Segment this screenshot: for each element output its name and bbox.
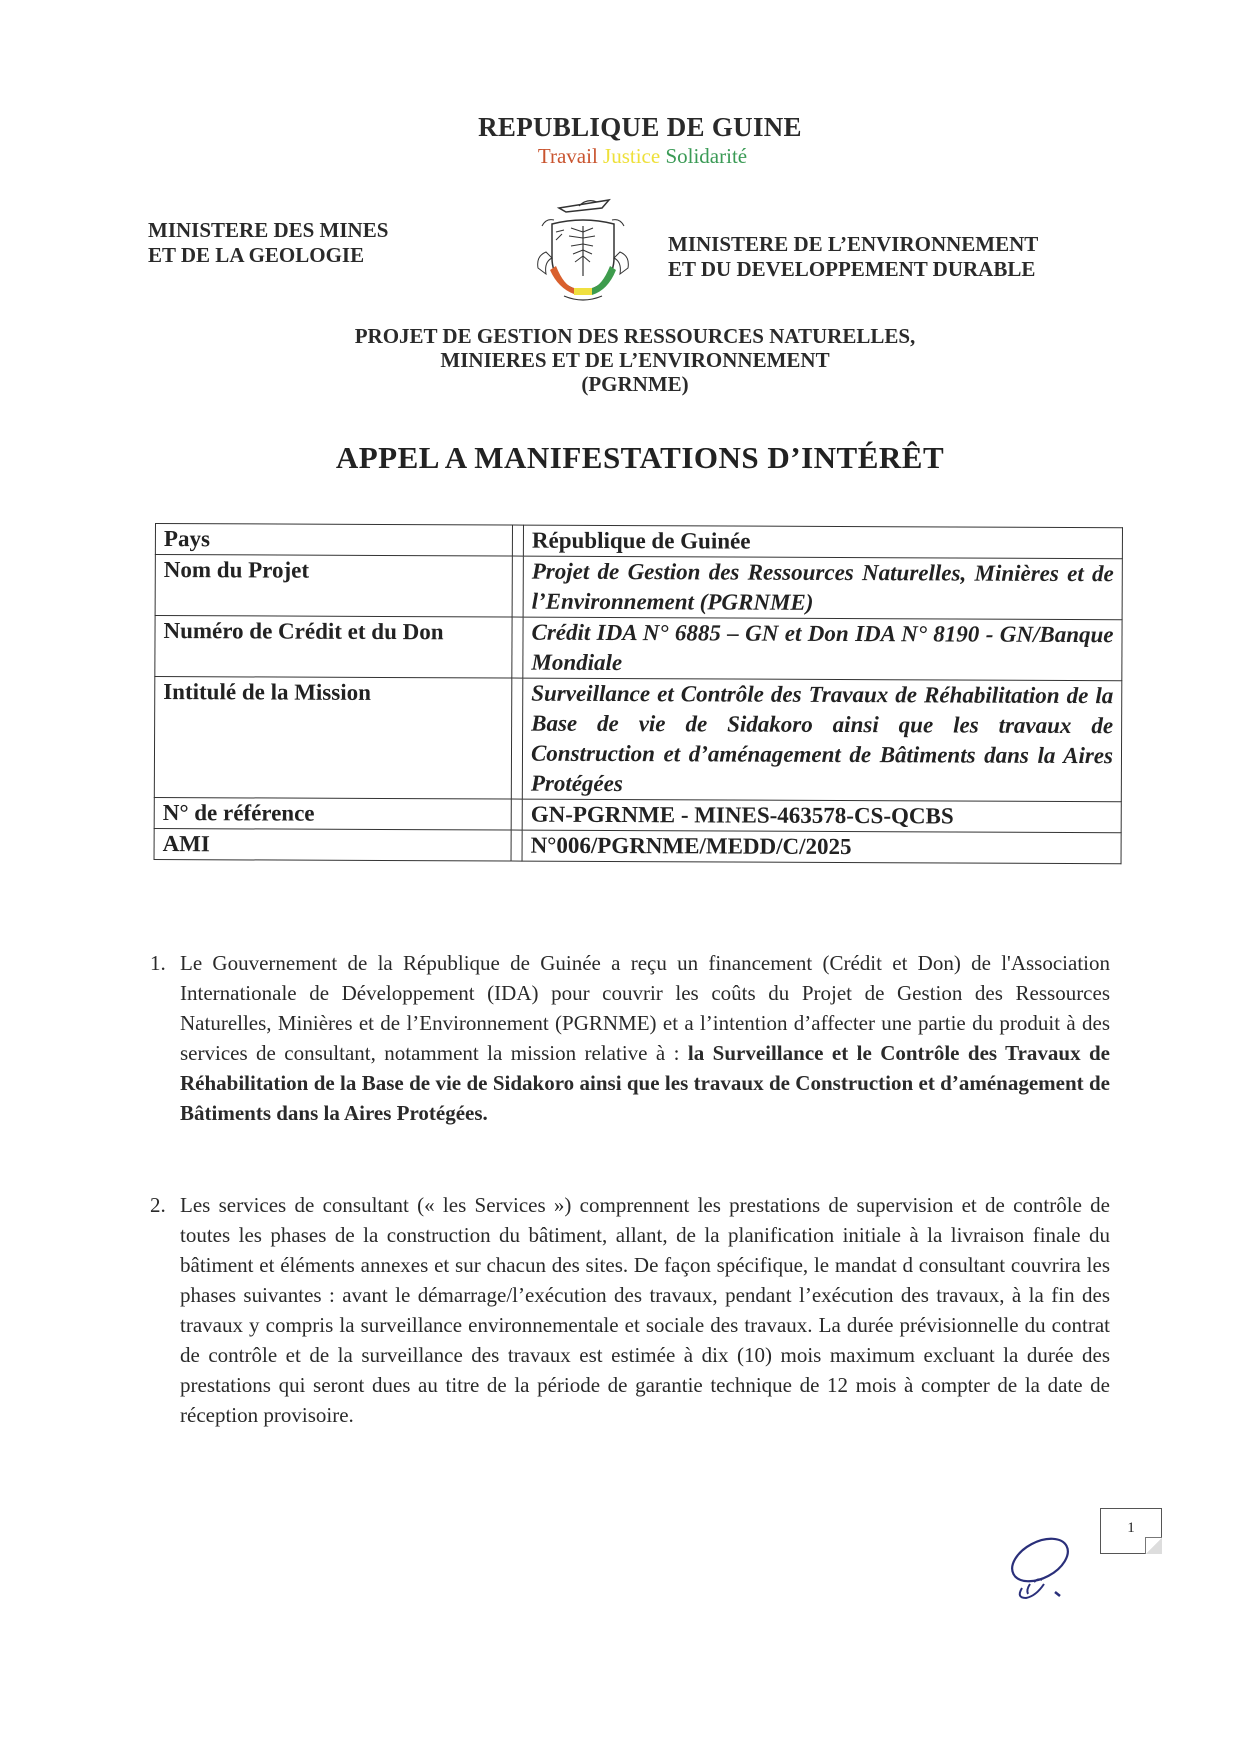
row-value: GN-PGRNME - MINES-463578-CS-QCBS [522,799,1121,833]
spacer-cell [512,525,523,556]
row-label: Intitulé de la Mission [154,677,512,800]
paragraph-number: 1. [150,951,166,975]
project-title-line1: PROJET DE GESTION DES RESSOURCES NATURELLES, [354,324,916,348]
row-value: Projet de Gestion des Ressources Naturelles, Minières et de l’Environnement (PGRNME) [523,556,1122,620]
row-value: République de Guinée [523,525,1122,559]
motto-solidarite: Solidarité [665,144,748,168]
paragraph-2 [150,1190,1110,1430]
paragraph-text [180,948,1110,1128]
row-label: N° de référence [154,797,511,830]
row-label: Numéro de Crédit et du Don [155,616,512,679]
row-label: Nom du Projet [155,555,512,618]
table-row [155,616,1122,681]
row-label: AMI [154,828,511,861]
ministry-mines-line1: MINISTERE DES MINES [148,218,389,242]
motto-justice: Justice [603,144,661,168]
table-row [154,677,1122,802]
ministry-environment-line2: ET DU DEVELOPPEMENT DURABLE [668,257,1036,281]
spacer-cell [511,830,522,861]
row-value: N°006/PGRNME/MEDD/C/2025 [522,830,1121,864]
ministry-environment [668,232,1038,282]
spacer-cell [511,799,522,830]
project-title-line2: MINIERES ET DE L’ENVIRONNEMENT [440,348,830,372]
table-row [155,555,1122,620]
table-row [154,828,1121,863]
page-curl-icon [1145,1537,1162,1554]
coat-of-arms-icon [524,196,642,304]
project-title [300,324,970,396]
ministry-environment-line1: MINISTERE DE L’ENVIRONNEMENT [668,232,1039,256]
signature-icon [1000,1530,1100,1620]
motto-travail: Travail [537,144,598,168]
spacer-cell [512,556,523,617]
spacer-cell [511,678,523,799]
table-row [155,524,1122,559]
row-label: Pays [155,524,512,557]
paragraph-1 [150,948,1110,1128]
ministry-mines-line2: ET DE LA GEOLOGIE [148,243,365,267]
page-number-badge [1100,1508,1162,1554]
document-title: APPEL A MANIFESTATIONS D’INTÉRÊT [335,440,945,475]
paragraph-body: Le Gouvernement de la République de Guinée a reçu un financement (Crédit et Don) de l'Association Internationale de Développement (IDA) pour couvrir les coûts du Projet de Gestion des Ressources Naturelles, Minières et de l’Environnement (PGRNME) et a l’intention d’affecter une partie du produit à des services de consultant, notamment la mission relative à : [180,951,1110,1065]
table-row [154,797,1121,832]
info-table [154,523,1123,864]
national-motto [0,144,1240,169]
paragraph-number: 2. [150,1193,166,1217]
country-title: REPUBLIQUE DE GUINE [478,112,802,142]
project-title-line3: (PGRNME) [581,372,689,396]
mission-emphasis: la Surveillance et le Contrôle des Travaux de Réhabilitation de la Base de vie de Sidakoro ainsi que les travaux de Construction et d’aménagement de Bâtiments dans la Aires Protégées. [180,1041,1110,1125]
row-value: Surveillance et Contrôle des Travaux de Réhabilitation de la Base de vie de Sidakoro ainsi que les travaux de Construction et d’aménagement de Bâtiments dans la Aires Protégées [522,678,1122,802]
paragraph-text: Les services de consultant (« les Services ») comprennent les prestations de supervision et de contrôle de toutes les phases de la construction du bâtiment, allant, de la planification initiale à la livraison finale du bâtiment et éléments annexes et sur chacun des sites. De façon spécifique, le mandat d consultant couvrira les phases suivantes : avant le démarrage/l’exécution des travaux, pendant l’exécution des travaux, à la fin des travaux y compris la surveillance environnementale et sociale des travaux. La durée prévisionnelle du contrat de contrôle et de la surveillance des travaux est estimée à dix (10) mois maximum excluant la durée des prestations qui seront dues au titre de la période de garantie technique de 12 mois à compter de la date de réception provisoire. [180,1193,1110,1427]
spacer-cell [512,617,523,678]
page-number: 1 [1127,1520,1135,1536]
ministry-mines [148,218,388,268]
row-value: Crédit IDA N° 6885 – GN et Don IDA N° 8190 - GN/Banque Mondiale [523,617,1122,681]
